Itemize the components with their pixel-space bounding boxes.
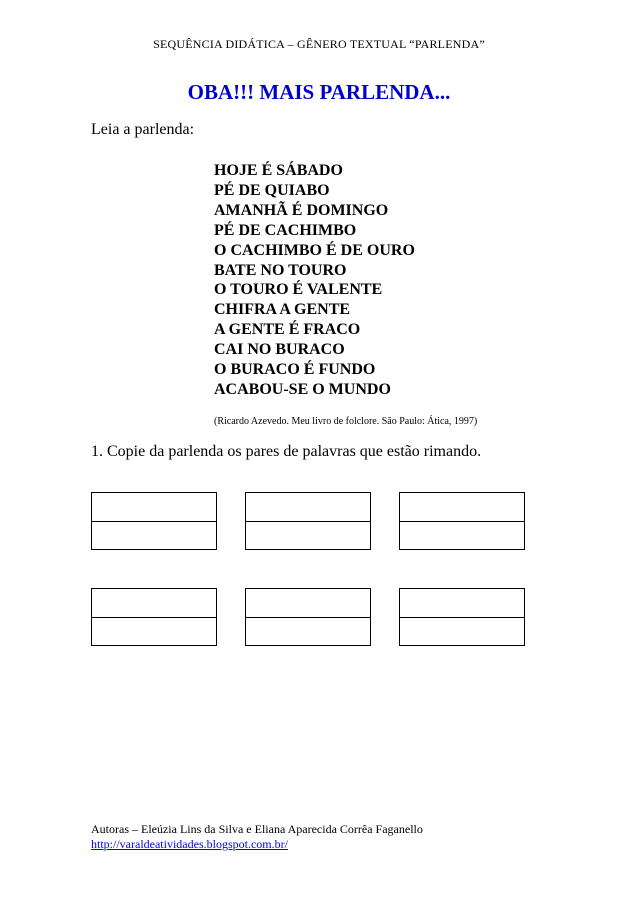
page-title: OBA!!! MAIS PARLENDA... xyxy=(187,80,451,104)
rhyme-pair-box xyxy=(399,588,525,646)
reading-instruction: Leia a parlenda: xyxy=(91,121,195,138)
poem-line: PÉ DE QUIABO xyxy=(214,181,330,199)
poem-line: PÉ DE CACHIMBO xyxy=(214,221,357,239)
poem-line: A GENTE É FRACO xyxy=(214,321,361,339)
answer-cell[interactable] xyxy=(400,589,524,617)
answer-cell[interactable] xyxy=(92,521,216,549)
poem-source: (Ricardo Azevedo. Meu livro de folclore. São Paulo: Ática, 1997) xyxy=(214,416,478,427)
poem xyxy=(214,161,415,400)
page-header: SEQUÊNCIA DIDÁTICA – GÊNERO TEXTUAL “PARLENDA” xyxy=(153,37,485,51)
poem-line: O TOURO É VALENTE xyxy=(214,281,383,299)
answer-cell[interactable] xyxy=(246,521,370,549)
rhyme-pair-box xyxy=(245,588,371,646)
poem-line: CAI NO BURACO xyxy=(214,341,345,359)
rhyme-pair-box xyxy=(91,492,217,550)
answer-cell[interactable] xyxy=(400,521,524,549)
poem-line: O CACHIMBO É DE OURO xyxy=(214,241,415,259)
answer-cell[interactable] xyxy=(400,493,524,521)
answer-cell[interactable] xyxy=(246,589,370,617)
poem-line: BATE NO TOURO xyxy=(214,261,347,279)
poem-line: CHIFRA A GENTE xyxy=(214,301,351,319)
answer-cell[interactable] xyxy=(92,589,216,617)
answer-cell[interactable] xyxy=(246,617,370,645)
poem-line: HOJE É SÁBADO xyxy=(214,162,343,179)
answer-cell[interactable] xyxy=(400,617,524,645)
answer-cell[interactable] xyxy=(92,617,216,645)
authors-credit: Autoras – Eleúzia Lins da Silva e Eliana Aparecida Corrêa Faganello xyxy=(91,822,423,836)
poem-line: O BURACO É FUNDO xyxy=(214,361,376,379)
answer-cell[interactable] xyxy=(246,493,370,521)
rhyme-pair-box xyxy=(91,588,217,646)
page-footer xyxy=(91,822,423,852)
poem-line: AMANHÃ É DOMINGO xyxy=(214,201,389,219)
website-link[interactable]: http://varaldeatividades.blogspot.com.br/ xyxy=(91,837,288,851)
question-1: 1. Copie da parlenda os pares de palavras que estão rimando. xyxy=(91,443,482,460)
rhyme-pair-box xyxy=(245,492,371,550)
rhyme-pair-box xyxy=(399,492,525,550)
poem-line: ACABOU-SE O MUNDO xyxy=(214,380,391,398)
answer-cell[interactable] xyxy=(92,493,216,521)
